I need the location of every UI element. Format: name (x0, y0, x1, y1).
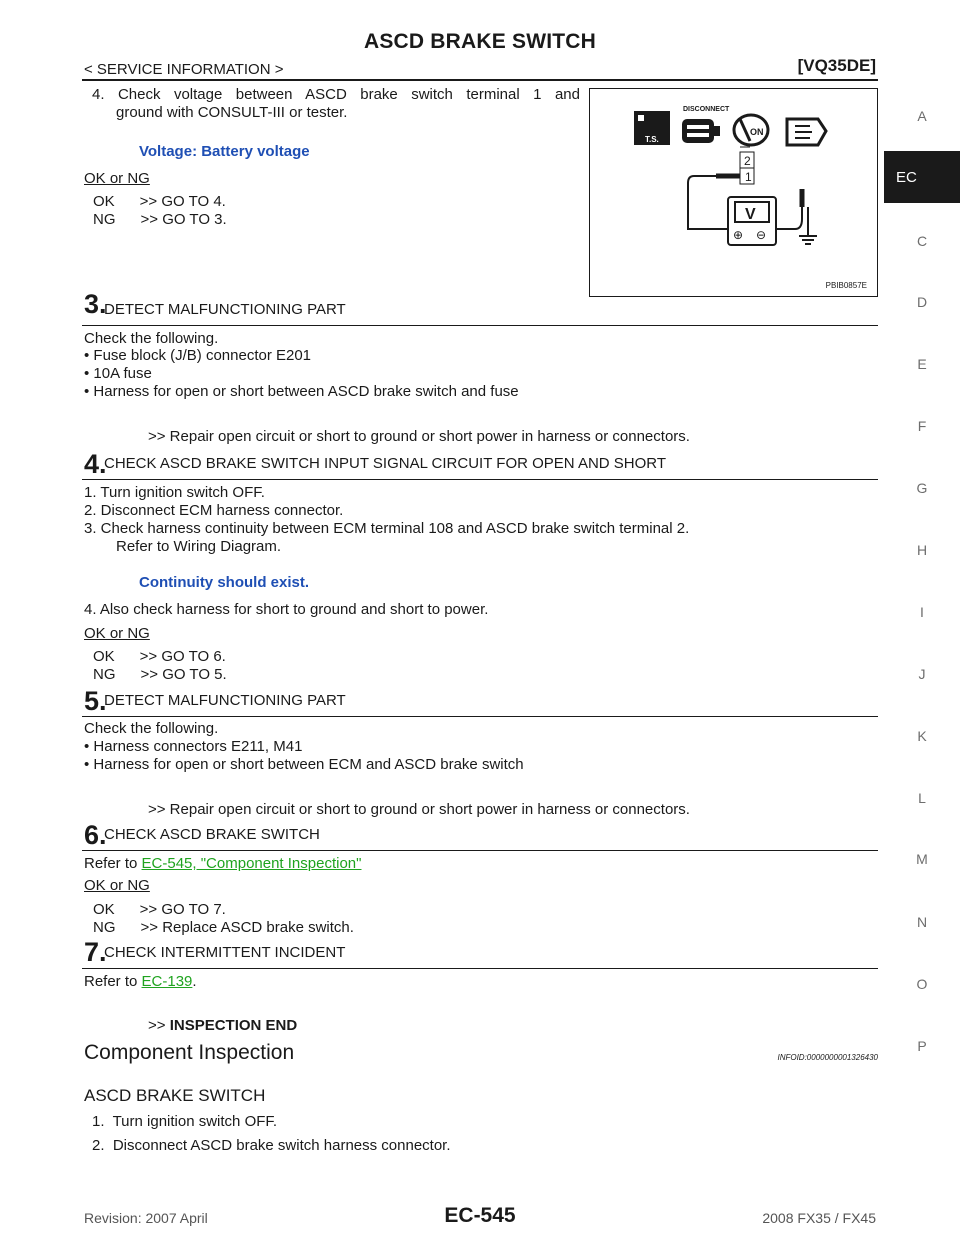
component-step: 2. Disconnect ASCD brake switch harness connector. (92, 1137, 451, 1154)
ng-result: NG >> Replace ASCD brake switch. (93, 919, 354, 936)
index-letter-e[interactable]: E (917, 356, 927, 372)
refer-prefix: Refer to (84, 973, 142, 990)
ts-diagnosis-icon (634, 111, 670, 145)
index-letter-a[interactable]: A (917, 108, 927, 124)
inspection-end-label: INSPECTION END (169, 1017, 298, 1034)
component-inspection-link[interactable]: EC-545, "Component Inspection" (141, 855, 362, 872)
ignition-on-icon (734, 115, 768, 145)
step5-rule (82, 716, 878, 717)
figure-code: PBIB0857E (825, 281, 867, 290)
ok-or-ng-label: OK or NG (84, 170, 150, 187)
step7-refer (84, 973, 197, 991)
step3-title: DETECT MALFUNCTIONING PART (104, 301, 346, 318)
index-letter-m[interactable]: M (916, 851, 928, 867)
section-index-sidebar (884, 0, 960, 1242)
index-letter-ec-active[interactable]: EC (884, 151, 960, 203)
step4-item: 1. Turn ignition switch OFF. (84, 484, 265, 501)
ok-result: OK >> GO TO 4. (93, 193, 226, 210)
step6-rule (82, 850, 878, 851)
step2-item4-line2: ground with CONSULT-III or tester. (116, 104, 348, 121)
step5-intro: Check the following. (84, 720, 219, 737)
component-step: 1. Turn ignition switch OFF. (92, 1113, 278, 1130)
ok-result: OK >> GO TO 7. (93, 901, 226, 918)
step3-item: • Fuse block (J/B) connector E201 (84, 347, 312, 364)
voltage-spec: Voltage: Battery voltage (139, 143, 310, 160)
step4-rule (82, 479, 878, 480)
index-letter-p[interactable]: P (917, 1038, 927, 1054)
index-letter-j[interactable]: J (918, 666, 926, 682)
brake-switch-terminal-block (740, 147, 754, 184)
step2-item4-line1: 4. Check voltage between ASCD brake switch terminal 1 and (92, 86, 580, 103)
step7-title: CHECK INTERMITTENT INCIDENT (104, 944, 346, 961)
disconnected-connector-icon (682, 119, 720, 143)
step6-refer (84, 855, 361, 873)
component-inspection-heading: Component Inspection (84, 1041, 295, 1064)
ts-label: T.S. (645, 135, 659, 144)
index-letter-f[interactable]: F (917, 418, 927, 434)
step3-rule (82, 325, 878, 326)
step3-action: >> Repair open circuit or short to ground or short power in harness or connectors. (148, 428, 690, 445)
step3-item: • Harness for open or short between ASCD brake switch and fuse (84, 383, 519, 400)
step7-rule (82, 968, 878, 969)
ok-or-ng-label: OK or NG (84, 877, 150, 894)
step4-title: CHECK ASCD BRAKE SWITCH INPUT SIGNAL CIRCUIT FOR OPEN AND SHORT (104, 455, 667, 472)
step6-title: CHECK ASCD BRAKE SWITCH (104, 826, 320, 843)
index-letter-c[interactable]: C (916, 233, 928, 249)
ascd-brake-switch-subheading: ASCD BRAKE SWITCH (84, 1086, 266, 1105)
step3-intro: Check the following. (84, 330, 219, 347)
footer-revision: Revision: 2007 April (84, 1210, 208, 1226)
voltage-check-illustration (589, 88, 878, 297)
step5-action: >> Repair open circuit or short to ground or short power in harness or connectors. (148, 801, 690, 818)
step3-number: 3. (84, 289, 107, 319)
index-letter-k[interactable]: K (917, 728, 927, 744)
harness-connector-icon (787, 119, 826, 145)
step7-number: 7. (84, 937, 107, 967)
step4-item: 2. Disconnect ECM harness connector. (84, 502, 344, 519)
index-letter-g[interactable]: G (916, 480, 928, 496)
terminal-2-label: 2 (744, 154, 751, 168)
section-label: < SERVICE INFORMATION > (84, 61, 284, 78)
ng-result: NG >> GO TO 3. (93, 211, 227, 228)
step5-item: • Harness for open or short between ECM and ASCD brake switch (84, 756, 524, 773)
page-number: EC-545 (444, 1204, 516, 1227)
step4-item: 3. Check harness continuity between ECM terminal 108 and ASCD brake switch terminal 2. (84, 520, 690, 537)
refer-prefix: Refer to (84, 855, 142, 872)
meter-plus-terminal: ⊕ (733, 228, 744, 242)
step4-item3-continued: Refer to Wiring Diagram. (116, 538, 282, 555)
step5-item: • Harness connectors E211, M41 (84, 738, 303, 755)
step6-number: 6. (84, 820, 107, 850)
ng-result: NG >> GO TO 5. (93, 666, 227, 683)
continuity-spec: Continuity should exist. (139, 574, 310, 591)
ok-result: OK >> GO TO 6. (93, 648, 226, 665)
ec-139-link[interactable]: EC-139 (141, 973, 193, 990)
step4-number: 4. (84, 449, 107, 479)
step3-item: • 10A fuse (84, 365, 152, 382)
info-id: INFOID:0000000001326430 (777, 1053, 878, 1062)
footer-model: 2008 FX35 / FX45 (762, 1210, 876, 1226)
index-letter-d[interactable]: D (916, 294, 928, 310)
meter-v-label: V (745, 206, 756, 223)
probe-lead-positive (688, 176, 730, 229)
probe-lead-negative (776, 207, 802, 229)
meter-minus-terminal: ⊖ (756, 228, 767, 242)
engine-model-label: [VQ35DE] (797, 56, 876, 75)
on-label: ON (750, 127, 764, 137)
refer-suffix: . (192, 973, 197, 990)
page-title: ASCD BRAKE SWITCH (363, 30, 597, 53)
index-letter-o[interactable]: O (916, 976, 928, 992)
index-letter-n[interactable]: N (916, 914, 928, 930)
index-letter-l[interactable]: L (918, 790, 926, 806)
index-letter-h[interactable]: H (916, 542, 928, 558)
header-rule (82, 79, 878, 81)
voltage-check-diagram (590, 89, 877, 296)
disconnect-label: DISCONNECT (683, 106, 730, 113)
ok-or-ng-label: OK or NG (84, 625, 150, 642)
end-arrow: >> (148, 1017, 166, 1034)
terminal-1-label: 1 (745, 170, 752, 184)
step4-item4: 4. Also check harness for short to ground and short to power. (84, 601, 489, 618)
voltmeter-icon (728, 197, 776, 245)
index-letter-i[interactable]: I (920, 604, 924, 620)
step5-number: 5. (84, 686, 107, 716)
step5-title: DETECT MALFUNCTIONING PART (104, 692, 346, 709)
inspection-end (148, 1017, 297, 1035)
